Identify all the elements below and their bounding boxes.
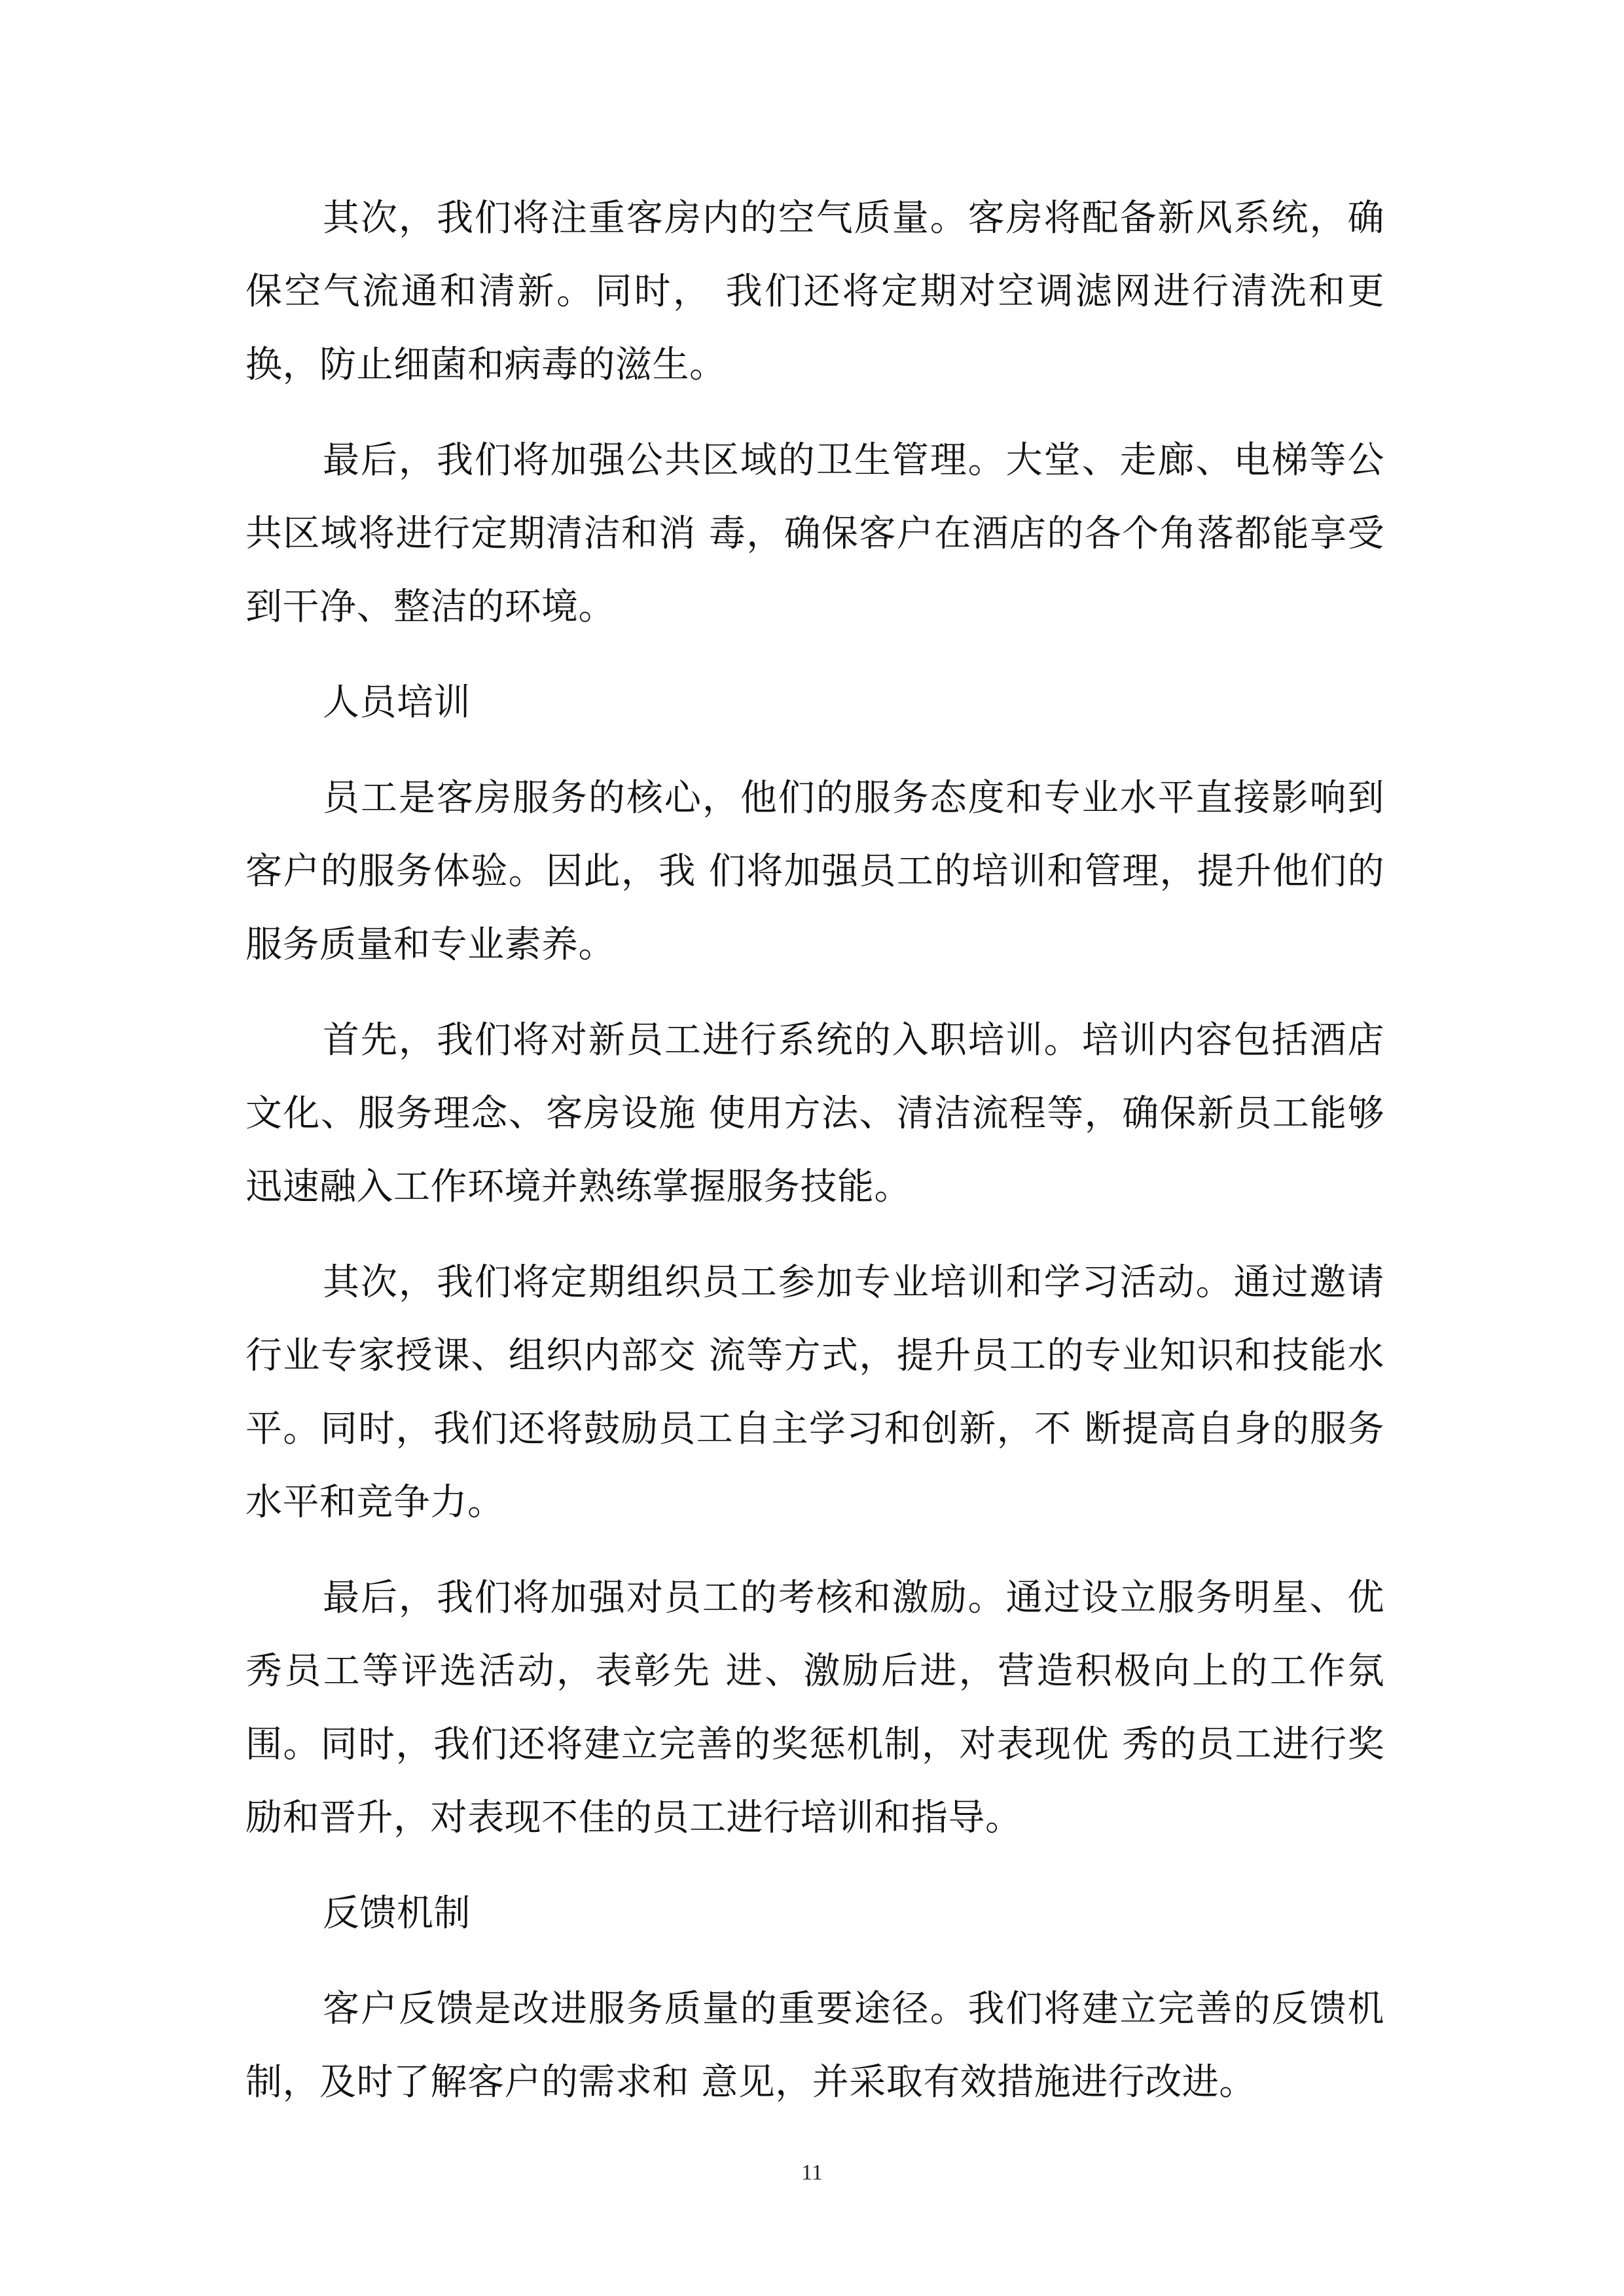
paragraph-onboarding-training: 首先，我们将对新员工进行系统的入职培训。培训内容包括酒店文化、服务理念、客房设施 使用方法、清洁流程等，确保新员工能够迅速融入工作环境并熟练掌握服务技能。 <box>245 1019 1384 1208</box>
paragraph-public-area-hygiene: 最后，我们将加强公共区域的卫生管理。大堂、走廊、电梯等公共区域将进行定期清洁和消 毒，确保客户在酒店的各个角落都能享受到干净、整洁的环境。 <box>245 439 1384 628</box>
paragraph-assessment-incentives: 最后，我们将加强对员工的考核和激励。通过设立服务明星、优秀员工等评选活动，表彰先 进、激励后进，营造积极向上的工作氛围。同时，我们还将建立完善的奖惩机制，对表现优 秀的员工进行奖励和晋升，对表现不佳的员工进行培训和指导。 <box>245 1577 1384 1839</box>
paragraph-professional-training: 其次，我们将定期组织员工参加专业培训和学习活动。通过邀请行业专家授课、组织内部交 流等方式，提升员工的专业知识和技能水平。同时，我们还将鼓励员工自主学习和创新，不 断提高自身的服务水平和竞争力。 <box>245 1261 1384 1524</box>
paragraph-air-quality: 其次，我们将注重客房内的空气质量。客房将配备新风系统，确保空气流通和清新。同时， 我们还将定期对空调滤网进行清洗和更换，防止细菌和病毒的滋生。 <box>245 197 1384 386</box>
paragraph-staff-core: 员工是客房服务的核心，他们的服务态度和专业水平直接影响到客户的服务体验。因此，我 们将加强员工的培训和管理，提升他们的服务质量和专业素养。 <box>245 777 1384 966</box>
paragraph-customer-feedback: 客户反馈是改进服务质量的重要途径。我们将建立完善的反馈机制，及时了解客户的需求和 意见，并采取有效措施进行改进。 <box>245 1988 1384 2104</box>
page-number: 11 <box>801 2161 823 2185</box>
section-heading-staff-training: 人员培训 <box>323 681 471 724</box>
document-body <box>245 182 1384 2142</box>
section-heading-feedback-mechanism: 反馈机制 <box>323 1892 471 1935</box>
